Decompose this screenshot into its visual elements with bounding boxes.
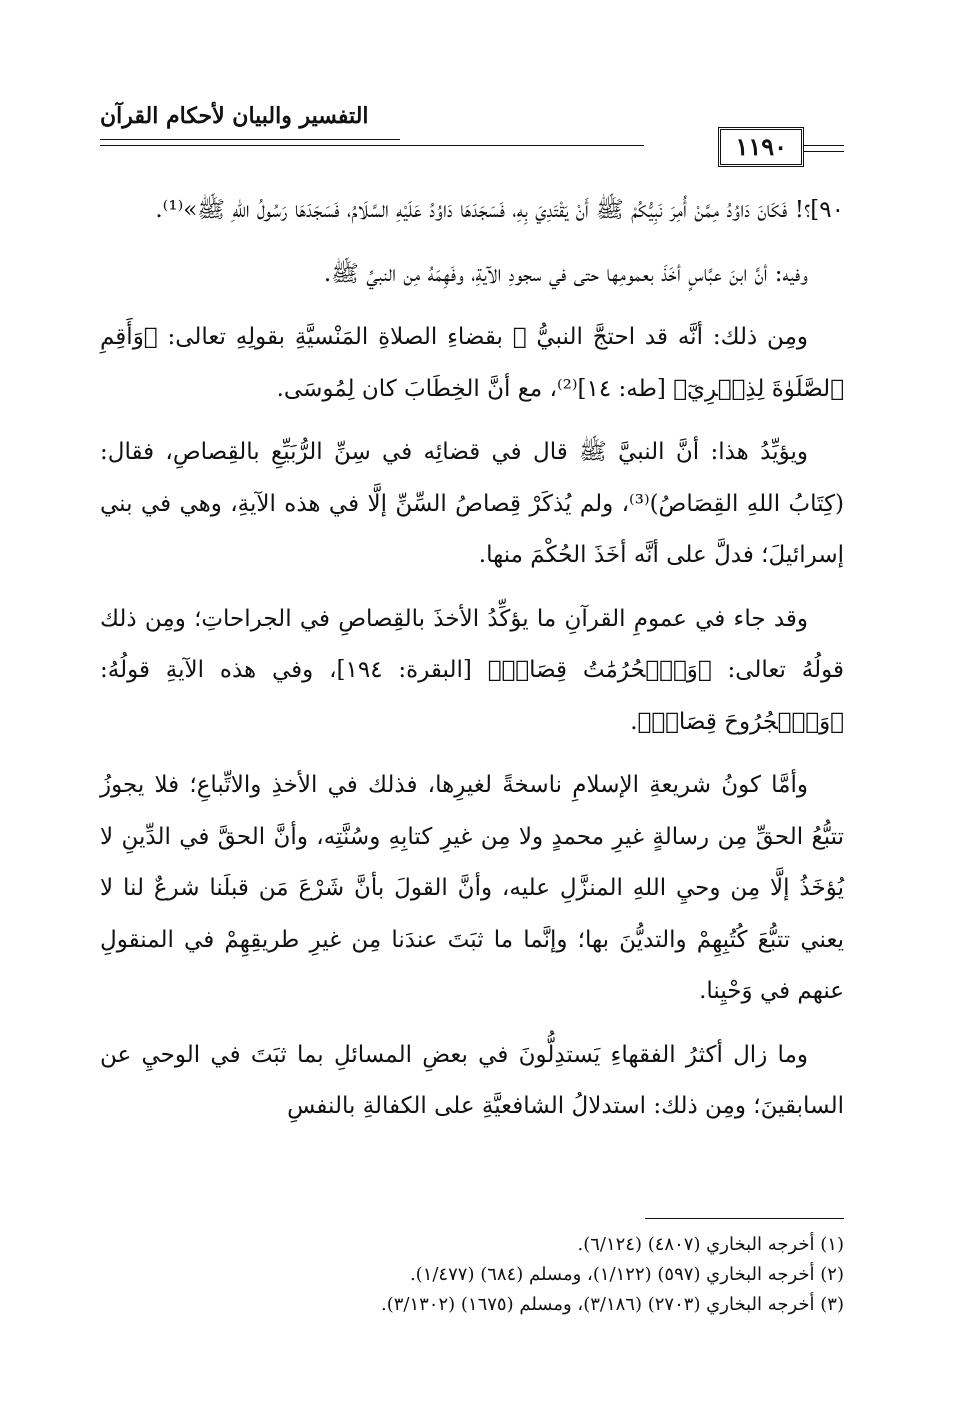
header-rule-right-second [804,151,844,152]
paragraph: ويؤيِّدُ هذا: أنَّ النبيَّ ﷺ قال في قضائِه في سِنِّ الرُّبَيِّعِ بالقِصاصِ، فقال: (كِتَابُ اللهِ القِصَاصُ)⁽³⁾، ولم يُذكَرْ قِصاصُ السِّنِّ إلَّا في هذه الآيةِ، وهي في بني إسرائيلَ؛ فدلَّ على أنَّه أخَذَ الحُكْمَ منها. [100,439,844,568]
paragraph: وقد جاء في عمومِ القرآنِ ما يؤكِّدُ الأخذَ بالقِصاصِ في الجراحاتِ؛ ومِن ذلك قولُهُ تعالى: ﴿وَٱلۡحُرُمَٰتُ قِصَاصٞ﴾ [البقرة: ١٩٤]، وفي هذه الآيةِ قولُهُ: ﴿وَٱلۡجُرُوحَ قِصَاصٞ﴾. [100,605,844,735]
footnote: (٣) أخرجه البخاري (٢٧٠٣) (٣/١٨٦)، ومسلم (١٦٧٥) (٣/١٣٠٢). [380,1294,844,1315]
footnotes [100,1230,844,1320]
header-rule-left [100,145,644,146]
book-title: التفسير والبيان لأحكام القرآن [100,103,369,129]
footnote: (١) أخرجه البخاري (٤٨٠٧) (٦/١٢٤). [577,1234,844,1255]
footnote: (٢) أخرجه البخاري (٥٩٧) (١/١٢٢)، ومسلم (٦٨٤) (١/٤٧٧). [409,1264,844,1285]
paragraph: ٩٠]؟! فَكَانَ دَاوُدُ مِمَّنْ أُمِرَ نَبِيُّكُمْ ﷺ أَنْ يَقْتَدِيَ بِهِ، فَسَجَدَهَا دَاوُدُ عَلَيْهِ السَّلَامُ، فَسَجَدَهَا رَسُولُ اللهِ ﷺ»⁽¹⁾. [155,197,844,223]
header-rule-right [804,145,844,146]
paragraph: ومِن ذلك: أنَّه قد احتجَّ النبيُّ ﷺ بقضاءِ الصلاةِ المَنْسيَّةِ بقولِهِ تعالى: ﴿وَأَقِمِ ٱلصَّلَوٰةَ لِذِكۡرِيٓ﴾ [طه: ١٤]⁽²⁾، مع أنَّ الخِطَابَ كان لِمُوسَى. [100,324,844,402]
page-number: ١١٩٠ [718,127,804,167]
paragraph: وفيه: أنَّ ابنَ عبَّاسٍ أخَذَ بعمومِها حتى في سجودِ الآيةِ، وفَهِمَهُ مِن النبيِّ ﷺ. [323,260,808,287]
paragraph: وأمَّا كونُ شريعةِ الإسلامِ ناسخةً لغيرِها، فذلك في الأخذِ والاتِّباعِ؛ فلا يجوزُ تتبُّعُ الحقِّ مِن رسالةٍ غيرِ محمدٍ ولا مِن غيرِ كتابِهِ وسُنَّتِه، وأنَّ الحقَّ في الدِّينِ لا يُؤخَذُ إلَّا مِن وحيِ اللهِ المنزَّلِ عليه، وأنَّ القولَ بأنَّ شَرْعَ مَن قبلَنا شرعٌ لنا لا يعني تتبُّعَ كُتُبِهِمْ والتديُّنَ بها؛ وإنَّما ما ثبَتَ عندَنا مِن غيرِ طريقِهِمْ في المنقولِ عنهم في وَحْيِنا. [100,772,844,1004]
main-text [100,185,844,1145]
page-header [100,95,844,175]
footnote-separator [645,1218,844,1219]
title-underline [100,139,400,140]
paragraph: وما زال أكثرُ الفقهاءِ يَستدِلُّونَ في بعضِ المسائلِ بما ثبَتَ في الوحيِ عن السابقينَ؛ ومِن ذلك: استدلالُ الشافعيَّةِ على الكفالةِ بالنفسِ [100,1041,844,1119]
